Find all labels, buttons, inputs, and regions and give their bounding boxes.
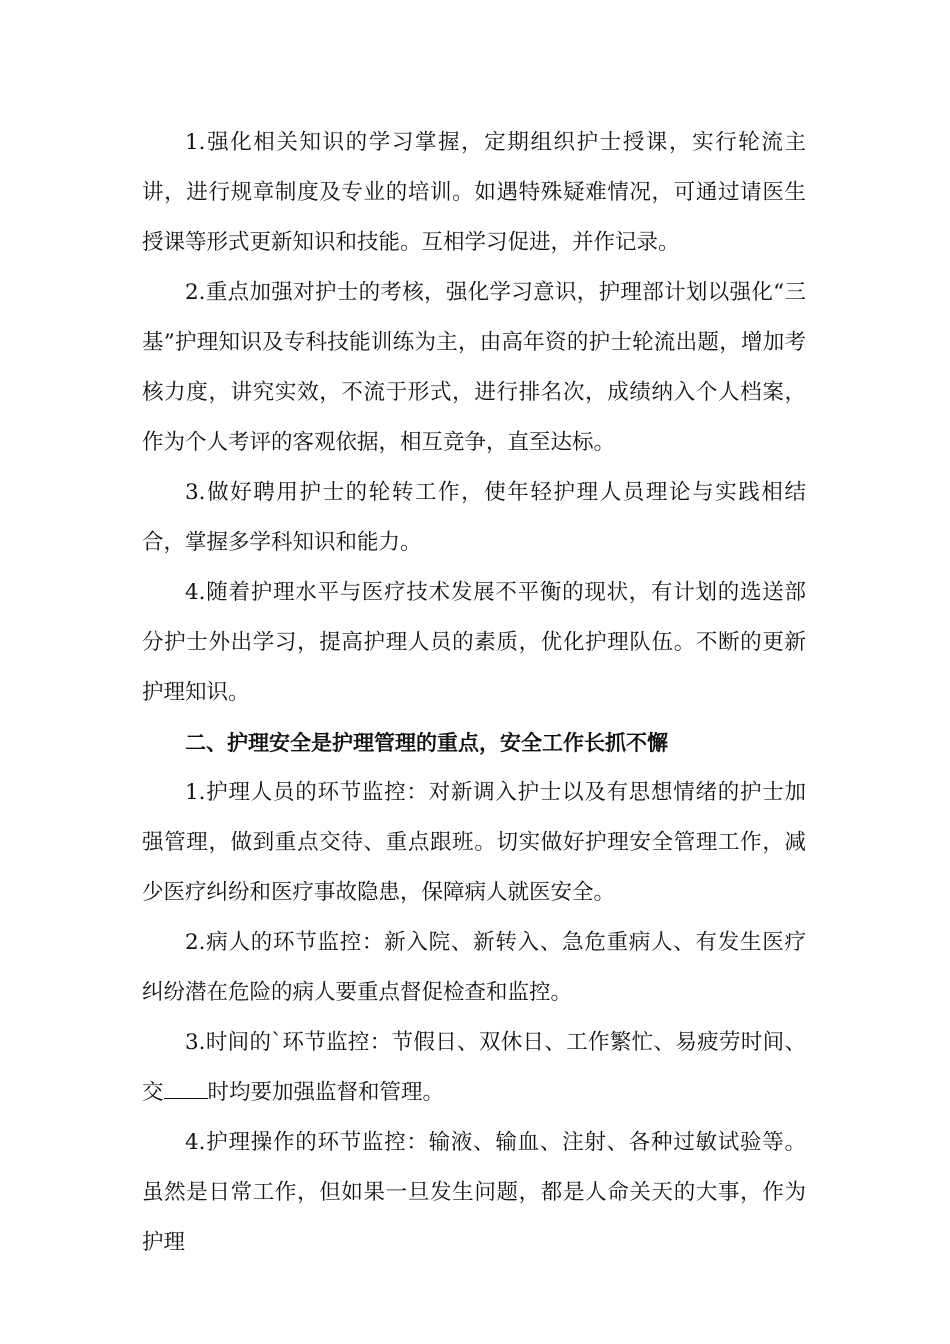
paragraph-training-3: 3.做好聘用护士的轮转工作，使年轻护理人员理论与实践相结合，掌握多学科知识和能力。: [142, 480, 806, 555]
document-body: [142, 118, 806, 1268]
paragraph-training-4: 4.随着护理水平与医疗技术发展不平衡的现状，有计划的选送部分护士外出学习，提高护理人员的素质，优化护理队伍。不断的更新护理知识。: [142, 580, 806, 705]
paragraph-safety-3-after: 时均要加强监督和管理。: [207, 1080, 445, 1105]
paragraph-safety-3-before: 3.时间的`环节监控：节假日、双休日、工作繁忙、易疲劳时间、交: [142, 1030, 806, 1105]
section-heading-safety: 二、护理安全是护理管理的重点，安全工作长抓不懈: [185, 731, 668, 755]
paragraph-training-2: 2.重点加强对护士的考核，强化学习意识，护理部计划以强化“三基”护理知识及专科技能训练为主，由高年资的护士轮流出题，增加考核力度，讲究实效，不流于形式，进行排名次，成绩纳入个人档案，作为个人考评的客观依据，相互竞争，直至达标。: [142, 280, 806, 455]
fill-in-blank: [164, 1080, 208, 1099]
paragraph-safety-3: [142, 1018, 806, 1118]
paragraph-safety-4: 4.护理操作的环节监控：输液、输血、注射、各种过敏试验等。虽然是日常工作，但如果一旦发生问题，都是人命关天的大事，作为护理: [142, 1130, 806, 1255]
paragraph-safety-2: 2.病人的环节监控：新入院、新转入、急危重病人、有发生医疗纠纷潜在危险的病人要重点督促检查和监控。: [142, 930, 806, 1005]
paragraph-training-1: 1.强化相关知识的学习掌握，定期组织护士授课，实行轮流主讲，进行规章制度及专业的培训。如遇特殊疑难情况，可通过请医生授课等形式更新知识和技能。互相学习促进，并作记录。: [142, 130, 806, 255]
paragraph-safety-1: 1.护理人员的环节监控：对新调入护士以及有思想情绪的护士加强管理，做到重点交待、重点跟班。切实做好护理安全管理工作，减少医疗纠纷和医疗事故隐患，保障病人就医安全。: [142, 780, 806, 905]
